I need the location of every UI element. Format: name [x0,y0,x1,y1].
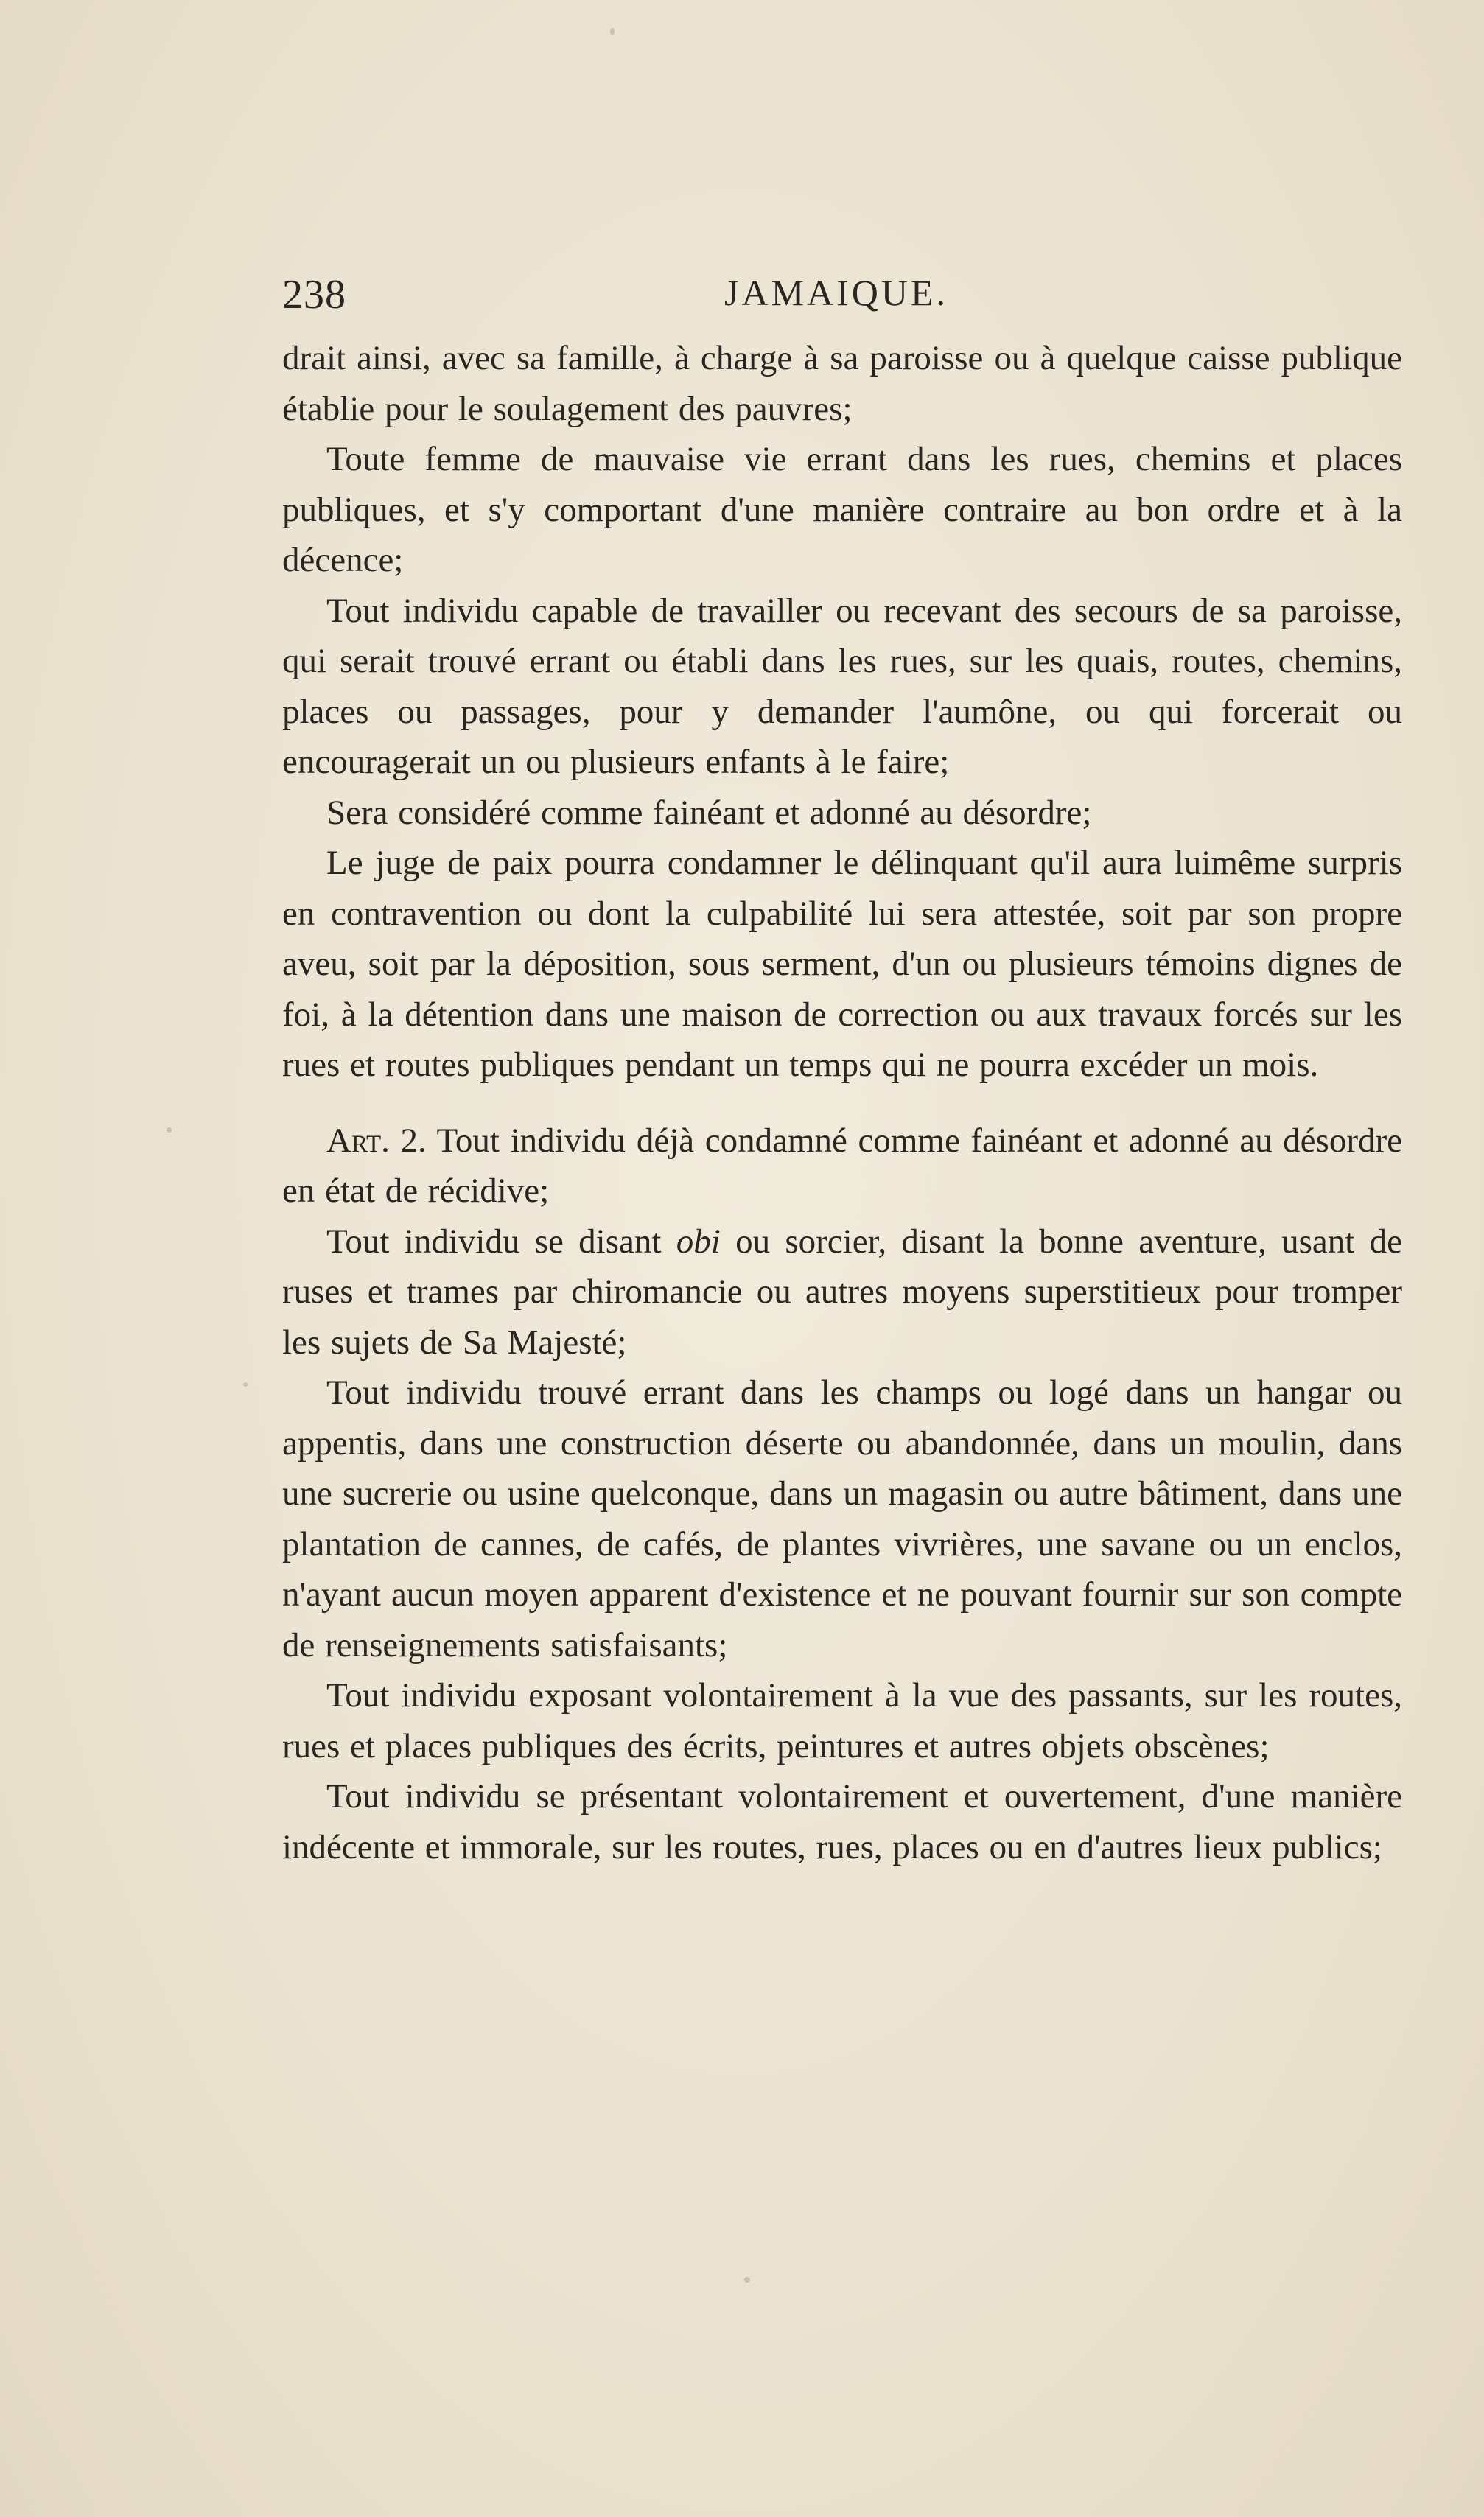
article-paragraph [282,1116,1402,1217]
paper-speck [243,1382,248,1387]
paragraph: drait ainsi, avec sa famille, à charge à sa paroisse ou à quelque caisse publique établie pour le soulagement des pauvres; [282,339,1402,428]
article-text: Tout individu déjà condamné comme fainéant et adonné au désordre en état de récidive; [282,1121,1402,1210]
paragraph: Tout individu trouvé errant dans les champs ou logé dans un hangar ou appentis, dans une construction déserte ou abandonnée, dans un moulin, dans une sucrerie ou usine quelconque, dans un magasin ou autre bâtiment, dans une plantation de cannes, de cafés, de plantes vivrières, une savane ou un enclos, n'ayant aucun moyen apparent d'existence et ne pouvant fournir sur son compte de renseignements satisfaisants; [282,1373,1402,1664]
page-header [282,271,1387,323]
running-title: JAMAIQUE. [724,272,949,313]
paragraph: Toute femme de mauvaise vie errant dans les rues, chemins et places publiques, et s'y comportant d'une manière contraire au bon ordre et à la décence; [282,440,1402,579]
paragraph-text: ou sorcier, disant la bonne aventure, usant de ruses et trames par chiromancie ou autres moyens superstitieux pour tromper les sujets de Sa Majesté; [282,1222,1402,1362]
italic-term: obi [676,1222,721,1261]
paper-speck [610,28,615,35]
page-number: 238 [282,272,346,318]
paragraph [282,1217,1402,1368]
body-text [282,333,1402,1872]
paper-speck [744,2277,750,2283]
paragraph-text: Tout individu se disant [326,1222,676,1261]
paragraph: Tout individu capable de travailler ou recevant des secours de sa paroisse, qui serait trouvé errant ou établi dans les rues, sur les quais, routes, chemins, places ou passages, pour y demander l'aumône, ou qui forcerait ou encouragerait un ou plusieurs enfants à le faire; [282,591,1402,781]
paragraph: Sera considéré comme fainéant et adonné au désordre; [326,793,1092,832]
paper-speck [167,1127,172,1133]
paragraph: Tout individu se présentant volontairement et ouvertement, d'une manière indécente et immorale, sur les routes, rues, places ou en d'autres lieux publics; [282,1777,1402,1866]
paragraph: Tout individu exposant volontairement à la vue des passants, sur les routes, rues et places publiques des écrits, peintures et autres objets obscènes; [282,1676,1402,1765]
paragraph: Le juge de paix pourra condamner le délinquant qu'il aura luimême surpris en contravention ou dont la culpabilité lui sera attestée, soit par son propre aveu, soit par la déposition, sous serment, d'un ou plusieurs témoins dignes de foi, à la détention dans une maison de correction ou aux travaux forcés sur les rues et routes publiques pendant un temps qui ne pourra excéder un mois. [282,844,1402,1084]
article-label: Art. 2. [326,1121,427,1160]
